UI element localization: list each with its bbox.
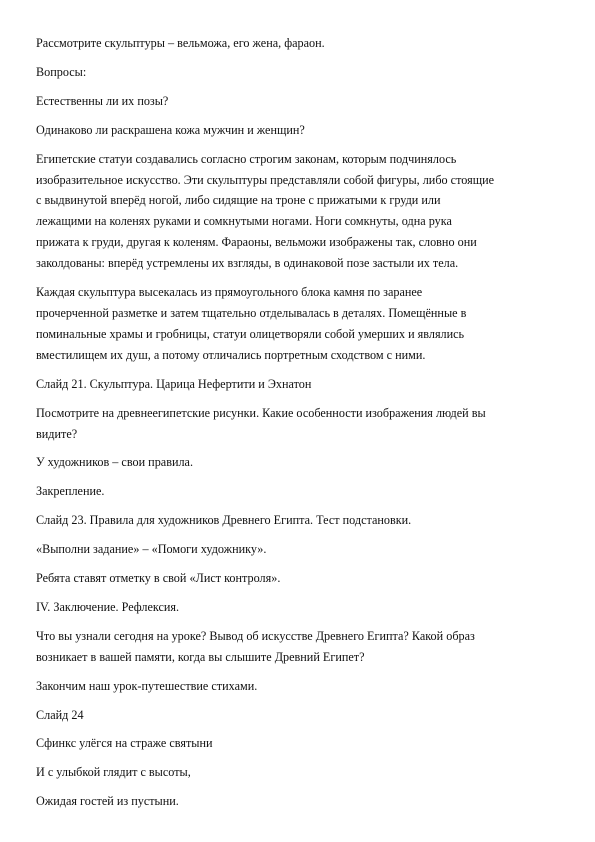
- paragraph-control-sheet: [36, 568, 563, 589]
- text-line: возникает в вашей памяти, когда вы слышите Древний Египет?: [36, 649, 365, 664]
- text-line: Слайд 24: [36, 707, 84, 722]
- paragraph-drawings-question: [36, 403, 563, 445]
- paragraph-poem-line-3: [36, 791, 563, 812]
- text-line: IV. Заключение. Рефлексия.: [36, 599, 180, 614]
- text-line: лежащими на коленях руками и сомкнутыми ногами. Ноги сомкнуты, одна рука: [36, 214, 452, 229]
- text-line: с выдвинутой вперёд ногой, либо сидящие на троне с прижатыми к груди или: [36, 193, 441, 208]
- paragraph-questions-heading: [36, 62, 563, 83]
- paragraph-slide-21: [36, 374, 563, 395]
- text-line: Закрепление.: [36, 484, 105, 499]
- text-line: Слайд 23. Правила для художников Древнего Египта. Тест подстановки.: [36, 513, 412, 528]
- paragraph-conclusion-heading: [36, 597, 563, 618]
- paragraph-slide-23: [36, 510, 563, 531]
- paragraph-question-2: [36, 120, 563, 141]
- text-line: Ожидая гостей из пустыни.: [36, 794, 179, 809]
- text-line: Ребята ставят отметку в свой «Лист контроля».: [36, 571, 281, 586]
- paragraph-reflection-questions: [36, 626, 563, 668]
- text-line: Что вы узнали сегодня на уроке? Вывод об искусстве Древнего Египта? Какой образ: [36, 628, 475, 643]
- paragraph-consolidation: [36, 481, 563, 502]
- text-line: Естественны ли их позы?: [36, 93, 169, 108]
- text-line: прочерченной разметке и затем тщательно отделывалась в деталях. Помещённые в: [36, 305, 467, 320]
- text-line: прижата к груди, другая к коленям. Фараоны, вельможи изображены так, словно они: [36, 235, 477, 250]
- text-line: Слайд 21. Скульптура. Царица Нефертити и Эхнатон: [36, 376, 312, 391]
- text-line: Посмотрите на древнеегипетские рисунки. Какие особенности изображения людей вы: [36, 405, 486, 420]
- text-line: вместилищем их душ, а потому отличались портретным сходством с ними.: [36, 347, 426, 362]
- text-line: Закончим наш урок-путешествие стихами.: [36, 678, 258, 693]
- paragraph-intro: [36, 33, 563, 54]
- text-line: Каждая скульптура высекалась из прямоугольного блока камня по заранее: [36, 285, 423, 300]
- text-line: заколдованы: вперёд устремлены их взгляды, в одинаковой позе застыли их тела.: [36, 256, 459, 271]
- text-line: У художников – свои правила.: [36, 455, 194, 470]
- text-line: поминальные храмы и гробницы, статуи олицетворяли собой умерших и являлись: [36, 326, 465, 341]
- text-line: Рассмотрите скульптуры – вельможа, его жена, фараон.: [36, 36, 325, 50]
- paragraph-poem-line-1: [36, 733, 563, 754]
- text-line: видите?: [36, 426, 78, 441]
- text-line: Сфинкс улёгся на страже святыни: [36, 736, 213, 751]
- text-line: Египетские статуи создавались согласно строгим законам, которым подчинялось: [36, 151, 457, 166]
- paragraph-poem-line-2: [36, 762, 563, 783]
- text-line: изобразительное искусство. Эти скульптуры представляли собой фигуры, либо стоящие: [36, 172, 495, 187]
- document-body: [36, 33, 563, 820]
- text-line: Вопросы:: [36, 64, 87, 79]
- paragraph-statues-laws: [36, 149, 563, 274]
- paragraph-task: [36, 539, 563, 560]
- paragraph-artists-rules: [36, 452, 563, 473]
- paragraph-sculpture-making: [36, 282, 563, 366]
- text-line: И с улыбкой глядит с высоты,: [36, 765, 191, 780]
- text-line: Одинаково ли раскрашена кожа мужчин и женщин?: [36, 122, 305, 137]
- paragraph-finish-with-poems: [36, 676, 563, 697]
- paragraph-slide-24: [36, 705, 563, 726]
- paragraph-question-1: [36, 91, 563, 112]
- text-line: «Выполни задание» – «Помоги художнику».: [36, 542, 267, 557]
